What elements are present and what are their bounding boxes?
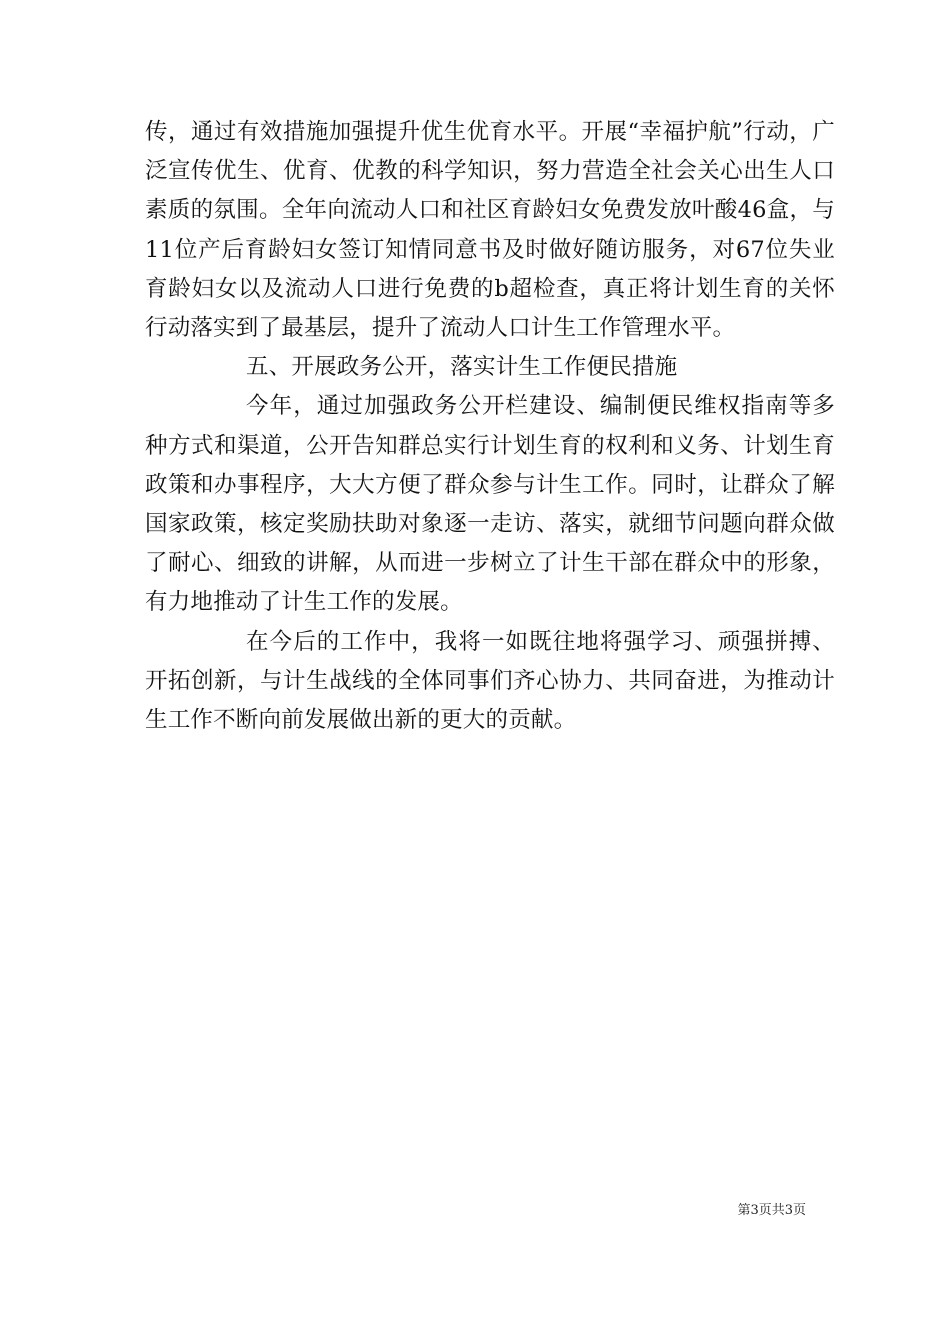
paragraph-continuation: 传，通过有效措施加强提升优生优育水平。开展“幸福护航”行动，广泛宣传优生、优育、优教的科学知识，努力营造全社会关心出生人口素质的氛围。全年向流动人口和社区育龄妇女免费发放叶酸46盒，与11位产后育龄妇女签订知情同意书及时做好随访服务，对67位失业育龄妇女以及流动人口进行免费的b超检查，真正将计划生育的关怀行动落实到了最基层，提升了流动人口计生工作管理水平。: [145, 119, 835, 342]
paragraph-policy: 今年，通过加强政务公开栏建设、编制便民维权指南等多种方式和渠道，公开告知群总实行计划生育的权利和义务、计划生育政策和办事程序，大大方便了群众参与计生工作。同时，让群众了解国家政策，核定奖励扶助对象逐一走访、落实，就细节问题向群众做了耐心、细致的讲解，从而进一步树立了计生干部在群众中的形象，有力地推动了计生工作的发展。: [145, 393, 835, 616]
document-body: [145, 113, 835, 740]
page-number-footer: 第3页共3页: [737, 1203, 806, 1218]
paragraph-closing: 在今后的工作中，我将一如既往地将强学习、顽强拼搏、开拓创新，与计生战线的全体同事们齐心协力、共同奋进，为推动计生工作不断向前发展做出新的更大的贡献。: [145, 628, 835, 734]
section-heading: 五、开展政务公开，落实计生工作便民措施: [246, 354, 678, 381]
